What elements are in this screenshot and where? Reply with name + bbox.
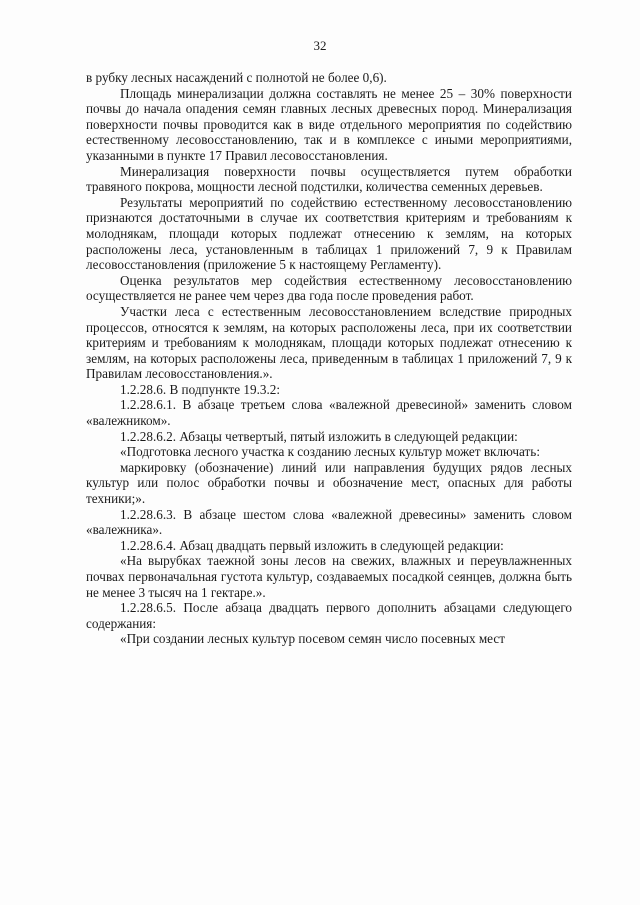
paragraph-3: Минерализация поверхности почвы осуществляется путем обработки травяного покрова, мощности лесной подстилки, количества семенных деревьев. [86,163,572,195]
paragraph-13: 1.2.28.6.4. Абзац двадцать первый изложить в следующей редакции: [120,537,504,553]
document-body [86,70,572,647]
paragraph-11: маркировку (обозначение) линий или направления будущих рядов лесных культур или полос обработки почвы и обозначение мест, опасных для работы техники;». [86,459,572,507]
paragraph-8: 1.2.28.6.1. В абзаце третьем слова «валежной древесиной» заменить словом «валежником». [86,397,572,429]
paragraph-14: «На вырубках таежной зоны лесов на свежих, влажных и переувлажненных почвах первоначальная густота культур, создаваемых посадкой сеянцев, должна быть не менее 3 тысяч на 1 гектаре.». [86,553,572,600]
paragraph-7: 1.2.28.6. В подпункте 19.3.2: [120,381,281,397]
page-number: 32 [313,38,327,53]
paragraph-1: в рубку лесных насаждений с полнотой не более 0,6). [86,70,387,85]
paragraph-2: Площадь минерализации должна составлять не менее 25 – 30% поверхности почвы до начала опадения семян главных лесных древесных пород. Минерализация поверхности почвы проводится как в виде отдельного мероприятия по содействию естественному лесовосстановлению, так и в комплексе с иными мероприятиями, указанными в пункте 17 Правил лесовосстановления. [86,85,572,163]
paragraph-12: 1.2.28.6.3. В абзаце шестом слова «валежной древесины» заменить словом «валежника». [86,506,572,538]
paragraph-4: Результаты мероприятий по содействию естественному лесовосстановлению признаются достаточными в случае их соответствия критериям и требованиям к молоднякам, площади которых подлежат отнесению к землям, на которых расположены леса, установленным в таблицах 1 приложений 7, 9 к Правилам лесовосстановления (приложение 5 к настоящему Регламенту). [86,194,572,273]
paragraph-16: «При создании лесных культур посевом семян число посевных мест [120,631,505,647]
paragraph-15: 1.2.28.6.5. После абзаца двадцать первого дополнить абзацами следующего содержания: [86,600,572,631]
paragraph-6: Участки леса с естественным лесовосстановлением вследствие природных процессов, относятся к землям, на которых расположены леса, при их соответствии критериям и требованиям к молоднякам, площади которых подлежат отнесению к землям, на которых расположены леса, приведенным в таблицах 1 приложений 7, 9 к Правилам лесовосстановления.». [86,303,572,382]
paragraph-10: «Подготовка лесного участка к созданию лесных культур может включать: [120,444,540,460]
paragraph-5: Оценка результатов мер содействия естественному лесовосстановлению осуществляется не ранее чем через два года после проведения работ. [86,272,572,304]
paragraph-9: 1.2.28.6.2. Абзацы четвертый, пятый изложить в следующей редакции: [120,428,518,444]
